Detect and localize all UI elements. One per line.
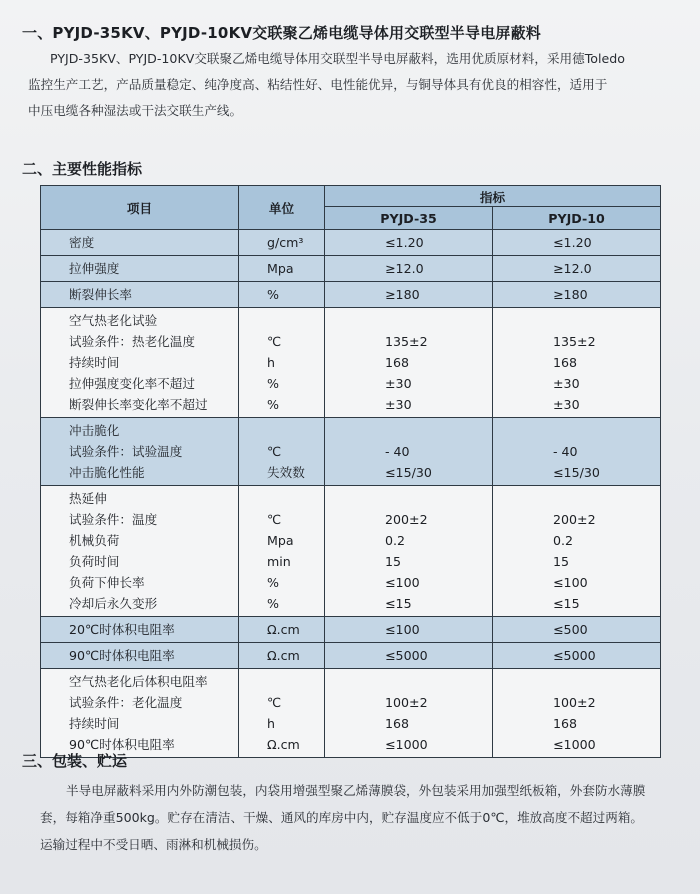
cell-unit: ℃ — [267, 512, 282, 527]
cell-pyjd10: ≤1000 — [553, 737, 596, 752]
cell-pyjd10: 168 — [553, 716, 578, 731]
cell-pyjd10: 15 — [553, 554, 570, 569]
cell-item: 冷却后永久变形 — [69, 596, 158, 611]
cell-item: 机械负荷 — [69, 533, 120, 548]
cell-unit — [267, 420, 324, 441]
cell-unit: g/cm³ — [267, 235, 304, 250]
cell-pyjd10-group — [493, 282, 661, 308]
cell-unit: Mpa — [267, 533, 294, 548]
cell-pyjd35-group — [325, 282, 493, 308]
cell-pyjd35: ≤5000 — [385, 648, 428, 663]
cell-pyjd35: ≥12.0 — [385, 261, 424, 276]
cell-item: 负荷时间 — [69, 554, 120, 569]
cell-item: 试验条件：热老化温度 — [69, 334, 195, 349]
cell-item: 试验条件：温度 — [69, 512, 158, 527]
cell-pyjd35: 15 — [385, 554, 402, 569]
cell-pyjd35-group — [325, 669, 493, 758]
cell-item: 90℃时体积电阻率 — [69, 737, 175, 752]
table-row — [41, 256, 661, 282]
cell-pyjd35: 168 — [385, 716, 410, 731]
cell-unit: % — [267, 376, 279, 391]
cell-item: 冲击脆化性能 — [69, 465, 145, 480]
cell-item-group — [41, 643, 239, 669]
section1-line: 中压电缆各种湿法或干法交联生产线。 — [28, 103, 243, 118]
cell-item: 热延伸 — [69, 491, 107, 506]
cell-pyjd10 — [553, 420, 660, 441]
cell-unit — [267, 671, 324, 692]
header-index: 指标 — [325, 186, 661, 207]
cell-pyjd10 — [553, 488, 660, 509]
cell-pyjd35 — [385, 420, 492, 441]
cell-item-group — [41, 418, 239, 486]
cell-pyjd10-group — [493, 617, 661, 643]
header-item: 项目 — [41, 186, 239, 230]
cell-pyjd35: 135±2 — [385, 334, 428, 349]
section3-line: 半导电屏蔽料采用内外防潮包装，内袋用增强型聚乙烯薄膜袋，外包装采用加强型纸板箱，外套防水薄膜 — [66, 783, 646, 798]
cell-pyjd35: ≤15 — [385, 596, 412, 611]
cell-pyjd35: 168 — [385, 355, 410, 370]
cell-pyjd35: ≥180 — [385, 287, 420, 302]
table-row — [41, 643, 661, 669]
cell-pyjd10: - 40 — [553, 444, 578, 459]
cell-pyjd35: - 40 — [385, 444, 410, 459]
cell-unit: h — [267, 355, 275, 370]
cell-unit: h — [267, 716, 275, 731]
cell-pyjd35-group — [325, 308, 493, 418]
cell-unit — [267, 310, 324, 331]
cell-pyjd10: ≥180 — [553, 287, 588, 302]
cell-pyjd10: ≤15 — [553, 596, 580, 611]
table-row — [41, 669, 661, 758]
table-row — [41, 617, 661, 643]
cell-pyjd35: ≤1.20 — [385, 235, 424, 250]
cell-unit: % — [267, 287, 279, 302]
cell-pyjd35 — [385, 310, 492, 331]
cell-pyjd10: 100±2 — [553, 695, 596, 710]
cell-item: 试验条件：试验温度 — [69, 444, 183, 459]
cell-pyjd10 — [553, 671, 660, 692]
cell-pyjd10: ≤500 — [553, 622, 588, 637]
table-row — [41, 418, 661, 486]
cell-unit: 失效数 — [267, 465, 305, 480]
cell-item: 持续时间 — [69, 355, 120, 370]
table-row — [41, 308, 661, 418]
cell-pyjd35-group — [325, 418, 493, 486]
cell-unit: % — [267, 397, 279, 412]
section3-line: 运输过程中不受日晒、雨淋和机械损伤。 — [40, 837, 267, 852]
cell-pyjd10-group — [493, 230, 661, 256]
section1-line: 监控生产工艺，产品质量稳定、纯净度高、粘结性好、电性能优异，与铜导体具有优良的相容性，适用于 — [28, 77, 608, 92]
section1-title: 一、PYJD-35KV、PYJD-10KV交联聚乙烯电缆导体用交联型半导电屏蔽料 — [22, 24, 541, 42]
cell-pyjd35-group — [325, 230, 493, 256]
cell-item-group — [41, 282, 239, 308]
cell-pyjd10-group — [493, 669, 661, 758]
cell-item: 空气热老化后体积电阻率 — [69, 674, 208, 689]
table-row — [41, 486, 661, 617]
cell-item: 断裂伸长率变化率不超过 — [69, 397, 208, 412]
cell-item-group — [41, 230, 239, 256]
section1-line: PYJD-35KV、PYJD-10KV交联聚乙烯电缆导体用交联型半导电屏蔽料，选用优质原材料，采用德Toledo — [50, 51, 625, 66]
cell-unit-group — [239, 418, 325, 486]
cell-item: 空气热老化试验 — [69, 313, 158, 328]
section1-paragraph — [28, 46, 688, 124]
cell-unit-group — [239, 643, 325, 669]
cell-pyjd10: ≤100 — [553, 575, 588, 590]
cell-unit-group — [239, 308, 325, 418]
cell-unit: min — [267, 554, 291, 569]
cell-pyjd10: 0.2 — [553, 533, 574, 548]
section3-line: 套，每箱净重500kg。贮存在清洁、干燥、通风的库房中内，贮存温度应不低于0℃，堆放高度不超过两箱。 — [40, 810, 644, 825]
cell-unit-group — [239, 669, 325, 758]
cell-unit: ℃ — [267, 334, 282, 349]
cell-item: 持续时间 — [69, 716, 120, 731]
cell-item: 90℃时体积电阻率 — [69, 648, 175, 663]
cell-unit: ℃ — [267, 444, 282, 459]
cell-pyjd35: ≤1000 — [385, 737, 428, 752]
cell-pyjd10: ≤1.20 — [553, 235, 592, 250]
cell-pyjd35: ≤100 — [385, 575, 420, 590]
header-pyjd10: PYJD-10 — [493, 207, 661, 230]
cell-pyjd35-group — [325, 486, 493, 617]
cell-pyjd35-group — [325, 643, 493, 669]
cell-item: 拉伸强度变化率不超过 — [69, 376, 195, 391]
cell-pyjd10 — [553, 310, 660, 331]
spec-table-body — [41, 230, 661, 758]
cell-pyjd35: ±30 — [385, 397, 412, 412]
header-pyjd35: PYJD-35 — [325, 207, 493, 230]
cell-item: 断裂伸长率 — [69, 287, 132, 302]
cell-pyjd10: 168 — [553, 355, 578, 370]
cell-pyjd10-group — [493, 256, 661, 282]
cell-pyjd10: ≤5000 — [553, 648, 596, 663]
cell-unit-group — [239, 256, 325, 282]
cell-item: 密度 — [69, 235, 95, 250]
cell-pyjd35: ±30 — [385, 376, 412, 391]
cell-item-group — [41, 486, 239, 617]
cell-unit: Ω.cm — [267, 622, 300, 637]
cell-pyjd35-group — [325, 617, 493, 643]
cell-item: 负荷下伸长率 — [69, 575, 145, 590]
cell-item: 20℃时体积电阻率 — [69, 622, 175, 637]
cell-unit-group — [239, 282, 325, 308]
spec-table — [40, 185, 661, 758]
cell-pyjd35: 100±2 — [385, 695, 428, 710]
cell-unit: Mpa — [267, 261, 294, 276]
cell-unit: Ω.cm — [267, 737, 300, 752]
cell-unit-group — [239, 486, 325, 617]
cell-pyjd35: ≤15/30 — [385, 465, 432, 480]
cell-pyjd10-group — [493, 308, 661, 418]
table-row — [41, 282, 661, 308]
cell-pyjd10-group — [493, 643, 661, 669]
cell-item-group — [41, 617, 239, 643]
cell-pyjd10: 200±2 — [553, 512, 596, 527]
cell-pyjd10: ±30 — [553, 397, 580, 412]
cell-pyjd10: 135±2 — [553, 334, 596, 349]
cell-pyjd10: ±30 — [553, 376, 580, 391]
cell-pyjd35-group — [325, 256, 493, 282]
cell-pyjd35: ≤100 — [385, 622, 420, 637]
cell-item-group — [41, 308, 239, 418]
cell-pyjd10-group — [493, 418, 661, 486]
cell-pyjd35: 0.2 — [385, 533, 406, 548]
cell-item: 试验条件：老化温度 — [69, 695, 183, 710]
cell-unit — [267, 488, 324, 509]
cell-pyjd35 — [385, 488, 492, 509]
cell-pyjd10: ≤15/30 — [553, 465, 600, 480]
cell-pyjd35 — [385, 671, 492, 692]
cell-item-group — [41, 256, 239, 282]
cell-item: 拉伸强度 — [69, 261, 120, 276]
table-row — [41, 230, 661, 256]
cell-item-group — [41, 669, 239, 758]
cell-unit-group — [239, 230, 325, 256]
cell-item: 冲击脆化 — [69, 423, 120, 438]
cell-pyjd10: ≥12.0 — [553, 261, 592, 276]
section3-paragraph — [40, 777, 690, 858]
cell-unit: Ω.cm — [267, 648, 300, 663]
section3-title: 三、包装、贮运 — [22, 752, 128, 770]
cell-unit: ℃ — [267, 695, 282, 710]
cell-unit: % — [267, 575, 279, 590]
cell-pyjd35: 200±2 — [385, 512, 428, 527]
cell-unit: % — [267, 596, 279, 611]
header-unit: 单位 — [239, 186, 325, 230]
section2-title: 二、主要性能指标 — [22, 160, 143, 178]
cell-unit-group — [239, 617, 325, 643]
cell-pyjd10-group — [493, 486, 661, 617]
